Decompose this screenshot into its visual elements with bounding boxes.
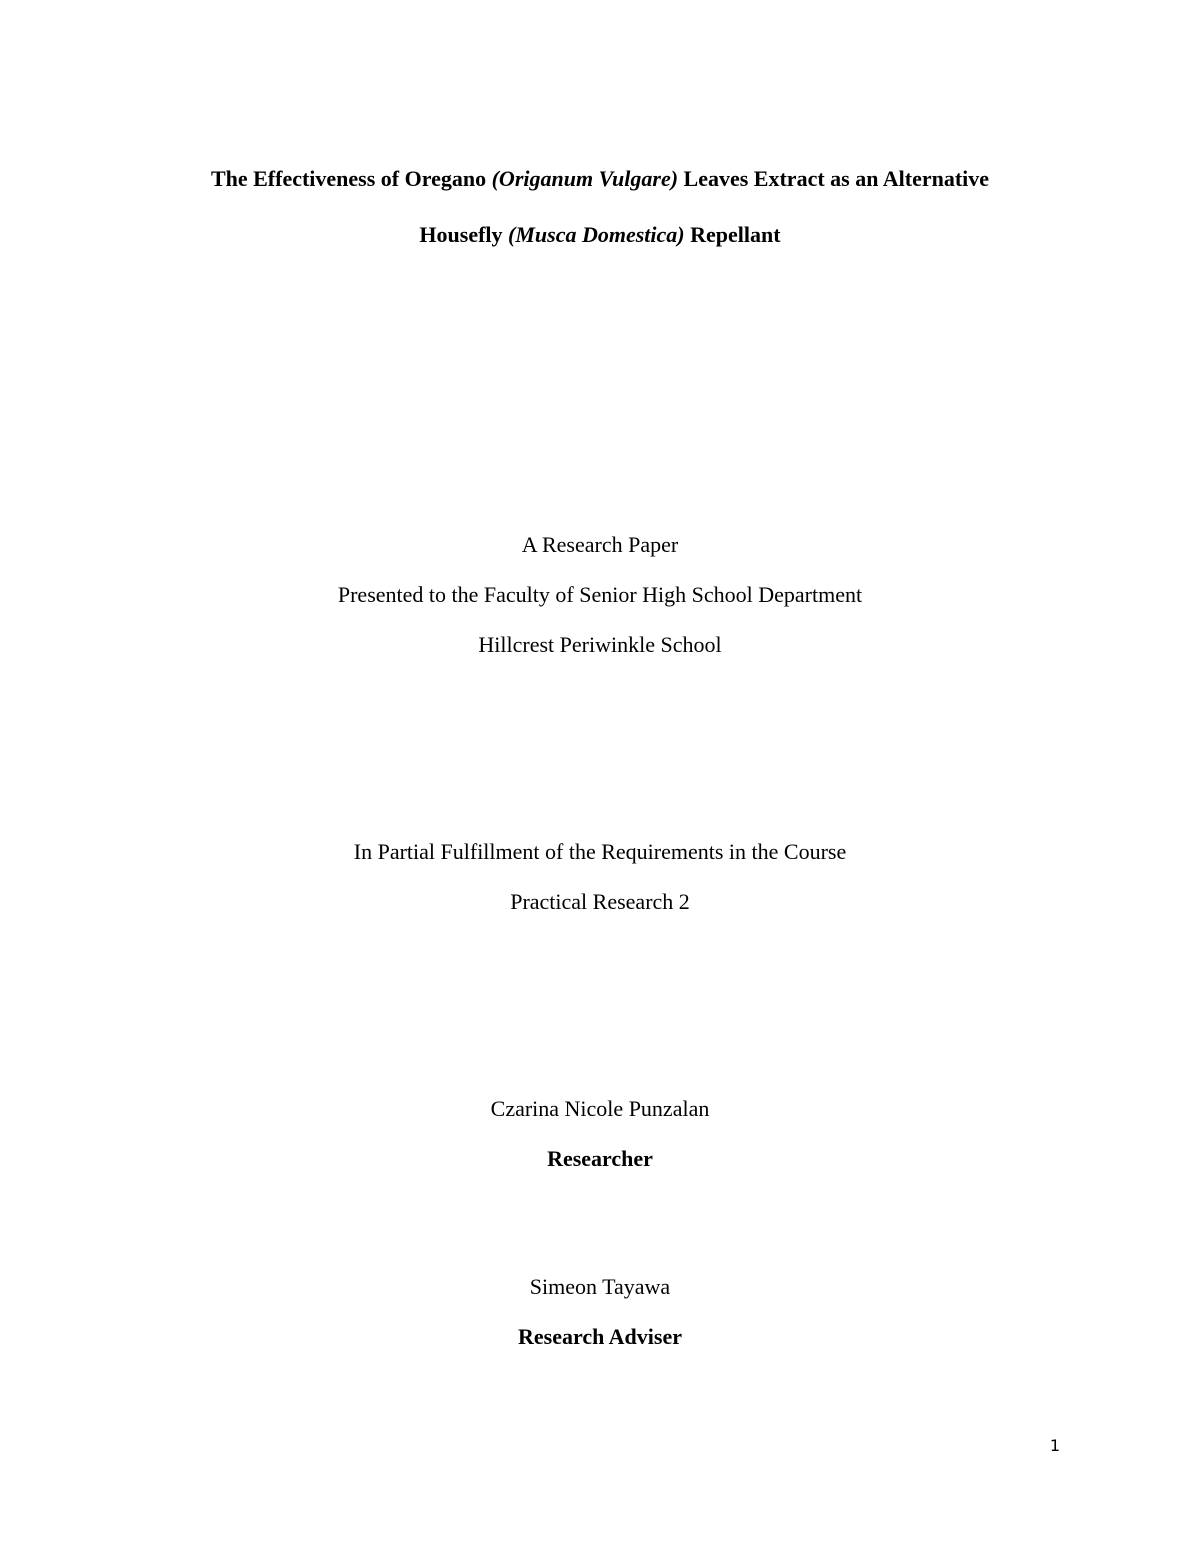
page-number: 1: [1049, 1436, 1060, 1455]
paper-type: A Research Paper: [521, 532, 679, 557]
title-line-2: [0, 220, 1200, 250]
adviser-role: Research Adviser: [518, 1324, 682, 1349]
presented-to: Presented to the Faculty of Senior High School Department: [337, 582, 863, 607]
adviser-name: Simeon Tayawa: [529, 1274, 671, 1299]
course-name: Practical Research 2: [510, 889, 690, 914]
fulfillment-statement: In Partial Fulfillment of the Requirements in the Course: [353, 839, 847, 864]
title-oregano-scientific-name: (Origanum Vulgare): [491, 166, 679, 191]
title-line-2-part-1: Housefly: [419, 222, 509, 247]
title-line-2-part-2: Repellant: [684, 222, 781, 247]
researcher-name: Czarina Nicole Punzalan: [490, 1096, 710, 1121]
title-housefly-scientific-name: (Musca Domestica): [508, 222, 685, 247]
title-line-1-part-2: Leaves Extract as an Alternative: [678, 166, 990, 191]
title-line-1-part-1: The Effectiveness of Oregano: [210, 166, 492, 191]
school-name: Hillcrest Periwinkle School: [478, 632, 722, 657]
researcher-role: Researcher: [547, 1146, 653, 1171]
title-line-1: [0, 164, 1200, 194]
